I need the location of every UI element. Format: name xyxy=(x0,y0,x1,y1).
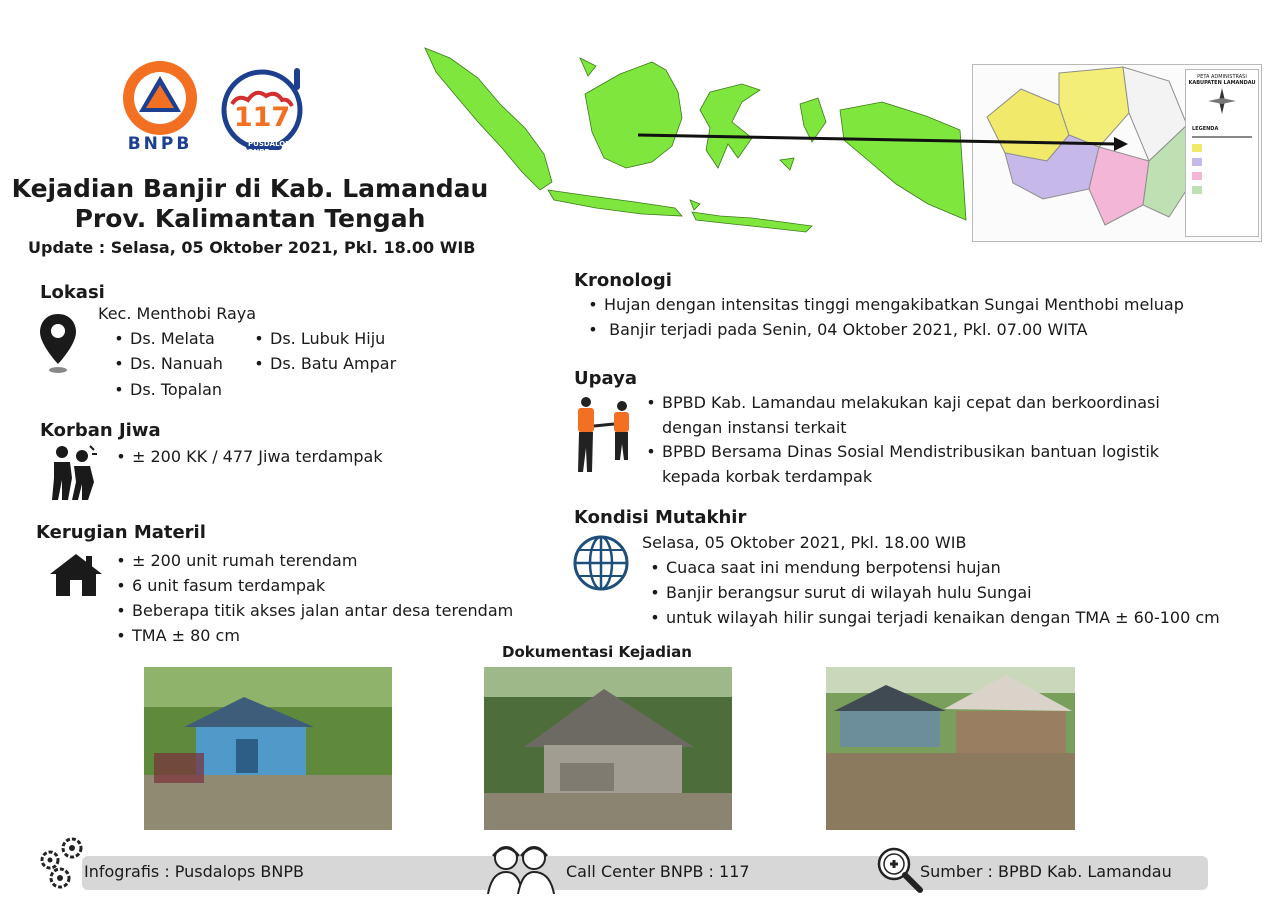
map-arrow xyxy=(638,132,1138,152)
kondisi-heading: Kondisi Mutakhir xyxy=(574,507,747,528)
nusa-tenggara-shape xyxy=(692,212,812,232)
kerugian-item: • 6 unit fasum terdampak xyxy=(110,573,325,598)
location-pin-icon xyxy=(38,312,78,374)
upaya-item-1-line2: dengan instansi terkait xyxy=(662,418,847,437)
map-title-line1: PETA ADMINISTRASI xyxy=(1197,74,1247,80)
globe-icon xyxy=(572,534,630,592)
kronologi-item: • Banjir terjadi pada Senin, 04 Oktober 2021, Pkl. 07.00 WITA xyxy=(582,317,1087,342)
pusdalops-logo xyxy=(218,66,308,156)
flood-photo-3 xyxy=(826,667,1075,830)
footer-infografis: Infografis : Pusdalops BNPB xyxy=(84,862,304,881)
pusdalops-text: PUSDALOPS BNPB xyxy=(248,140,296,156)
affected-people-icon xyxy=(48,444,98,500)
page-title-line1: Kejadian Banjir di Kab. Lamandau xyxy=(11,174,489,203)
legend-swatch xyxy=(1192,158,1202,166)
map-title-line2: KABUPATEN LAMANDAU xyxy=(1188,80,1256,86)
bnpb-logo xyxy=(118,58,202,158)
kerugian-item: • Beberapa titik akses jalan antar desa terendam xyxy=(110,598,513,623)
page-title-line2: Prov. Kalimantan Tengah xyxy=(74,204,426,233)
call-center-operators-icon xyxy=(484,838,558,894)
bnpb-text: BNPB xyxy=(127,134,193,154)
legend-swatch xyxy=(1192,172,1202,180)
kalimantan-shape xyxy=(585,62,682,168)
upaya-item-1-line1: • BPBD Kab. Lamandau melakukan kaji cepat dan berkoordinasi xyxy=(640,390,1160,415)
lokasi-desa-item: • Ds. Topalan xyxy=(108,377,222,402)
dokumentasi-heading: Dokumentasi Kejadian xyxy=(502,643,692,661)
search-plus-icon xyxy=(876,846,924,894)
upaya-item-2-line1: • BPBD Bersama Dinas Sosial Mendistribusikan bantuan logistik xyxy=(640,439,1159,464)
compass-icon xyxy=(1186,86,1258,116)
kronologi-item: • Hujan dengan intensitas tinggi mengakibatkan Sungai Menthobi meluap xyxy=(582,292,1184,317)
rescue-workers-icon xyxy=(570,396,636,472)
kerugian-item: • ± 200 unit rumah terendam xyxy=(110,548,357,573)
kondisi-item: • untuk wilayah hilir sungai terjadi kenaikan dengan TMA ± 60-100 cm xyxy=(644,605,1220,630)
upaya-heading: Upaya xyxy=(574,368,637,389)
lokasi-desa-item: • Ds. Batu Ampar xyxy=(248,351,396,376)
pusdalops-number: 117 xyxy=(233,102,291,133)
java-shape xyxy=(548,190,682,216)
lokasi-desa-item: • Ds. Nanuah xyxy=(108,351,223,376)
korban-heading: Korban Jiwa xyxy=(40,420,161,441)
flood-photo-2 xyxy=(484,667,732,830)
sumatra-shape xyxy=(425,48,552,190)
kondisi-item: • Banjir berangsur surut di wilayah hulu Sungai xyxy=(644,580,1032,605)
sulawesi-shape xyxy=(700,84,760,168)
kondisi-date: Selasa, 05 Oktober 2021, Pkl. 18.00 WIB xyxy=(642,533,967,552)
lokasi-kecamatan: Kec. Menthobi Raya xyxy=(98,304,257,323)
lokasi-desa-item: • Ds. Melata xyxy=(108,326,215,351)
legend-swatch xyxy=(1192,144,1202,152)
map-legend-box xyxy=(1185,69,1259,237)
lokasi-heading: Lokasi xyxy=(40,282,105,303)
footer-callcenter: Call Center BNPB : 117 xyxy=(566,862,750,881)
papua-shape xyxy=(840,102,966,220)
upaya-item-2-line2: kepada korbak terdampak xyxy=(662,467,873,486)
flood-photo-1 xyxy=(144,667,392,830)
lamandau-map-inset xyxy=(972,64,1262,242)
kerugian-item: • TMA ± 80 cm xyxy=(110,623,240,648)
indonesia-map xyxy=(420,0,980,250)
legend-swatch xyxy=(1192,186,1202,194)
legend-line xyxy=(1192,136,1252,138)
kronologi-heading: Kronologi xyxy=(574,270,672,291)
footer-sumber: Sumber : BPBD Kab. Lamandau xyxy=(920,862,1172,881)
map-legend-title: LEGENDA xyxy=(1192,126,1219,132)
korban-item: • ± 200 KK / 477 Jiwa terdampak xyxy=(110,444,383,469)
house-icon xyxy=(48,552,104,596)
kerugian-heading: Kerugian Materil xyxy=(36,522,206,543)
kondisi-item: • Cuaca saat ini mendung berpotensi hujan xyxy=(644,555,1001,580)
lokasi-desa-item: • Ds. Lubuk Hiju xyxy=(248,326,385,351)
update-timestamp: Update : Selasa, 05 Oktober 2021, Pkl. 18.00 WIB xyxy=(28,238,476,257)
